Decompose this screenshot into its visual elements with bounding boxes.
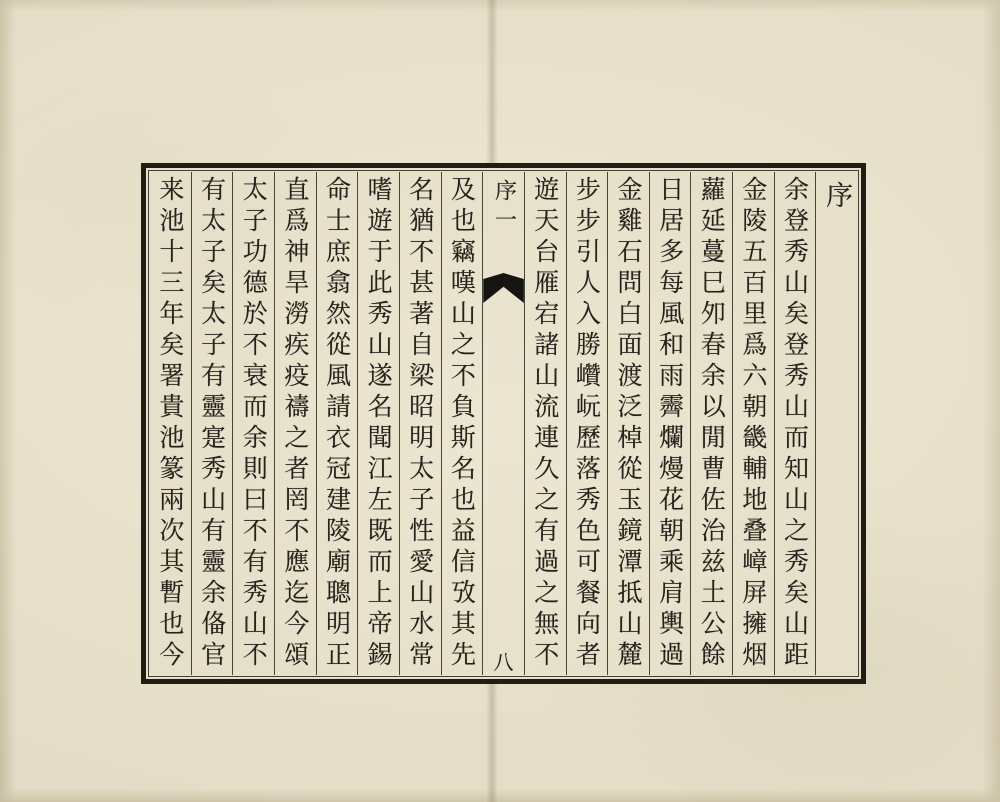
right-column-5: 金雞石問白面渡泛棹從玉鏡潭抵山麓 <box>607 172 649 675</box>
section-title: 序 <box>821 181 853 208</box>
fishtail-icon <box>483 273 524 303</box>
left-column-4: 命士庶翕然從風請衣冠建陵廟聰明正 <box>316 172 358 675</box>
section-title-column <box>815 172 857 675</box>
left-column-3: 嗜遊于此秀山遂名聞江左既而上帝錫 <box>357 172 399 675</box>
page-number: 八 <box>493 650 514 674</box>
left-column-1: 及也竊嘆山之不負斯名也益信攷其先 <box>441 172 483 675</box>
right-column-3: 蘿延蔓巳夘春余以閒曹佐治兹土公餘 <box>690 172 732 675</box>
center-fold-column <box>482 172 524 675</box>
left-column-6: 太子功德於不衰而余則曰不有秀山不 <box>232 172 274 675</box>
right-column-4: 日居多每風和雨霽爛熳花朝乘肩輿過 <box>649 172 691 675</box>
center-fold-crease-top <box>486 0 498 163</box>
left-column-7: 有太子矣太子有靈寔秀山有靈余俻官 <box>191 172 233 675</box>
right-column-6: 步步引人入勝巑岏歷落秀色可餐向者 <box>566 172 608 675</box>
fold-chapter-label: 序一 <box>491 179 517 237</box>
left-column-5: 直爲神旱澇疾疫禱之者罔不應迄今頌 <box>274 172 316 675</box>
right-column-2: 金陵五百里爲六朝畿輔地叠嶂屏擁烟 <box>732 172 774 675</box>
left-column-8: 来池十三年矣署貴池篆兩次其暫也今 <box>155 176 185 672</box>
center-fold-crease-bottom <box>486 684 498 802</box>
text-columns-area <box>150 172 857 675</box>
woodblock-page-frame <box>141 163 866 684</box>
left-column-2: 名猶不甚著自梁昭明太子性愛山水常 <box>399 172 441 675</box>
right-column-7: 遊天台雁宕諸山流連久之有過之無不 <box>524 172 566 675</box>
right-column-1: 余登秀山矣登秀山而知山之秀矣山距 <box>774 172 816 675</box>
